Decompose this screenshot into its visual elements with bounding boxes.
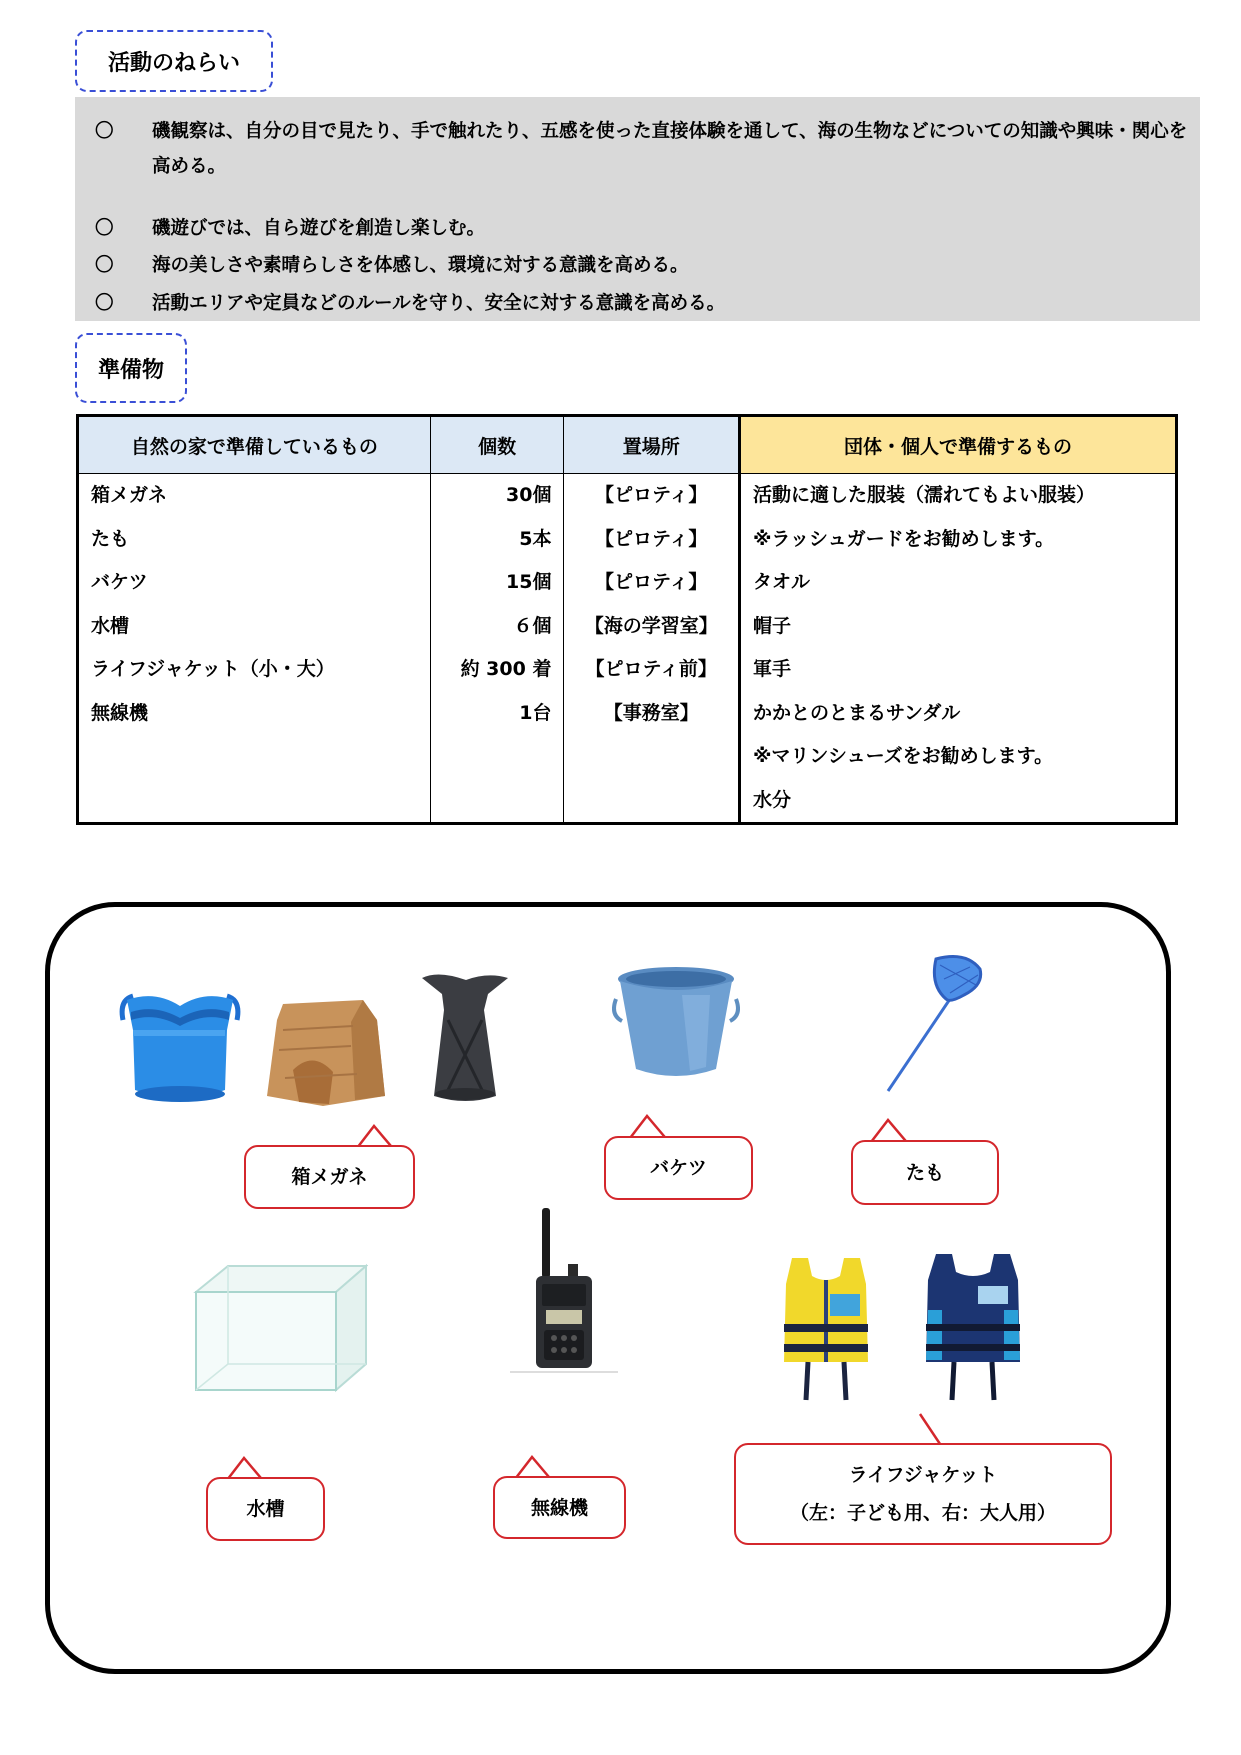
provided-place-column	[564, 474, 740, 824]
bring-item: 活動に適した服装（濡れてもよい服装）	[752, 484, 1095, 506]
bullet-circle-icon: 〇	[95, 121, 114, 142]
bring-item: タオル	[752, 571, 810, 593]
hakomegane-wood-icon	[263, 1000, 391, 1106]
bring-item: 軍手	[752, 658, 791, 680]
bring-item: ※ラッシュガードをお勧めします。	[752, 527, 1055, 550]
callout-tank	[206, 1477, 325, 1541]
tamo-net-icon	[880, 955, 990, 1095]
provided-place: 【海の学習室】	[584, 614, 718, 637]
callout-radio	[493, 1476, 626, 1539]
callout-lifejacket	[734, 1443, 1112, 1545]
provided-qty: 1台	[519, 701, 552, 724]
provided-place: 【ピロティ】	[594, 527, 708, 550]
provided-name: バケツ	[91, 571, 148, 593]
provided-name: 無線機	[91, 701, 149, 724]
provided-name-column	[78, 474, 431, 824]
bullet-circle-icon: 〇	[95, 293, 114, 314]
callout-bucket	[604, 1136, 753, 1200]
provided-qty: 約 300 着	[460, 658, 552, 680]
provided-qty: 5本	[519, 527, 552, 550]
table-header-row	[78, 416, 1177, 474]
callout-tamo	[851, 1140, 999, 1205]
prep-heading: 準備物	[75, 333, 187, 403]
bring-item: 帽子	[752, 614, 791, 637]
header-qty: 個数	[430, 416, 564, 474]
hakomegane-blue-icon	[115, 990, 245, 1108]
callout-hakomegane	[244, 1145, 415, 1209]
aim-text: 磯遊びでは、自ら遊びを創造し楽しむ。	[152, 218, 486, 239]
header-provided: 自然の家で準備しているもの	[78, 416, 431, 474]
aims-box	[75, 97, 1200, 321]
provided-name: たも	[91, 527, 130, 550]
callout-label: ライフジャケット	[848, 1464, 998, 1486]
aim-text: 海の美しさや素晴らしさを体感し、環境に対する意識を高める。	[152, 255, 689, 276]
bucket-icon	[612, 965, 740, 1083]
provided-qty: 15個	[506, 571, 552, 593]
radio-transceiver-icon	[508, 1206, 620, 1374]
provided-qty: 30個	[506, 484, 552, 506]
provided-name: 水槽	[91, 614, 130, 637]
aim-text: 活動エリアや定員などのルールを守り、安全に対する意識を高める。	[152, 293, 726, 314]
prep-table	[76, 414, 1178, 825]
callout-label: 水槽	[246, 1498, 285, 1520]
provided-place: 【ピロティ】	[594, 571, 708, 593]
callout-label: バケツ	[650, 1157, 707, 1179]
bullet-circle-icon: 〇	[95, 255, 114, 276]
provided-place: 【事務室】	[603, 701, 699, 724]
provided-place: 【ピロティ前】	[585, 658, 717, 680]
lifejacket-child-icon	[778, 1254, 874, 1402]
callout-label: 箱メガネ	[291, 1166, 368, 1188]
provided-qty-column	[430, 474, 564, 824]
provided-place: 【ピロティ】	[594, 484, 708, 506]
provided-name: 箱メガネ	[91, 484, 168, 506]
bullet-circle-icon: 〇	[95, 218, 114, 239]
callout-label: 無線機	[530, 1496, 588, 1519]
bring-column	[739, 474, 1176, 824]
lifejacket-adult-icon	[920, 1250, 1026, 1402]
bring-item: 水分	[752, 788, 791, 811]
callout-label: たも	[905, 1161, 944, 1184]
provided-name: ライフジャケット（小・大）	[91, 658, 335, 680]
aims-heading: 活動のねらい	[75, 30, 273, 92]
header-place: 置場所	[564, 416, 740, 474]
bring-item: かかとのとまるサンダル	[752, 701, 961, 724]
aim-text: 磯観察は、自分の目で見たり、手で触れたり、五感を使った直接体験を通して、海の生物などについての知識や興味・関心を高める。	[152, 121, 1188, 177]
hakomegane-black-icon	[418, 970, 512, 1106]
callout-note: （左：子ども用、右：大人用）	[789, 1502, 1056, 1524]
provided-qty: ６個	[513, 614, 552, 637]
water-tank-icon	[188, 1262, 368, 1394]
header-bring: 団体・個人で準備するもの	[739, 416, 1176, 474]
bring-item: ※マリンシューズをお勧めします。	[752, 745, 1054, 767]
table-body-row	[78, 474, 1177, 824]
